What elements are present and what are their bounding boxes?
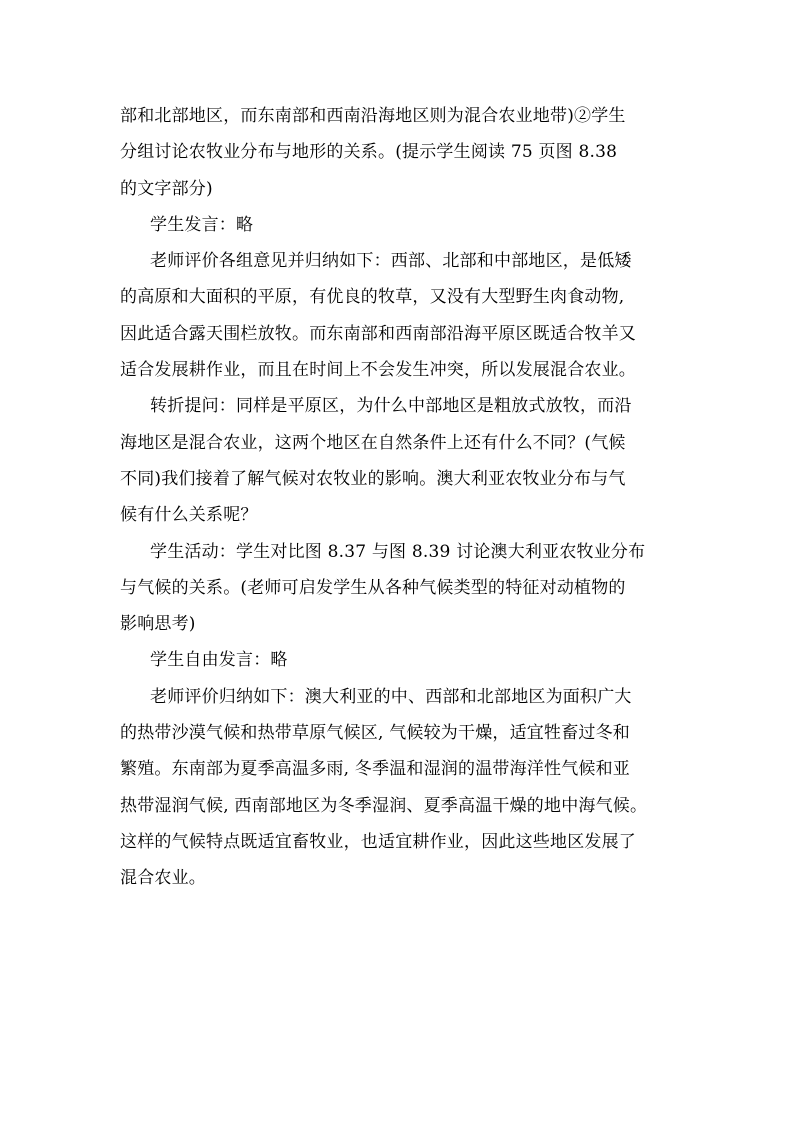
text-line-2: 分组讨论农牧业分布与地形的关系。(提示学生阅读 75 页图 8.38	[120, 142, 618, 163]
text-line-22: 混合农业。	[120, 868, 206, 889]
text-line-13: 学生活动：学生对比图 8.37 与图 8.39 讨论澳大利亚农牧业分布	[150, 541, 646, 562]
text-line-7: 因此适合露天围栏放牧。而东南部和西南部沿海平原区既适合牧羊又	[120, 323, 636, 344]
text-line-12: 候有什么关系呢？	[120, 505, 258, 526]
text-line-14: 与气候的关系。(老师可启发学生从各种气候类型的特征对动植物的	[120, 577, 626, 598]
text-line-18: 的热带沙漠气候和热带草原气候区, 气候较为干燥，适宜牲畜过冬和	[120, 723, 631, 744]
text-line-9: 转折提问：同样是平原区，为什么中部地区是粗放式放牧，而沿	[150, 396, 632, 417]
document-body	[120, 98, 680, 897]
text-line-16: 学生自由发言：略	[150, 650, 288, 671]
text-line-21: 这样的气候特点既适宜畜牧业，也适宜耕作业，因此这些地区发展了	[120, 831, 636, 852]
text-line-17: 老师评价归纳如下：澳大利亚的中、西部和北部地区为面积广大	[150, 686, 632, 707]
text-line-5: 老师评价各组意见并归纳如下：西部、北部和中部地区，是低矮	[150, 251, 632, 272]
text-line-10: 海地区是混合农业，这两个地区在自然条件上还有什么不同？(气候	[120, 432, 626, 453]
text-line-1: 部和北部地区，而东南部和西南沿海地区则为混合农业地带)②学生	[120, 106, 626, 126]
text-line-20: 热带湿润气候, 西南部地区为冬季湿润、夏季高温干燥的地中海气候。	[120, 795, 648, 816]
text-line-6: 的高原和大面积的平原，有优良的牧草，又没有大型野生肉食动物,	[120, 287, 625, 308]
text-line-3: 的文字部分)	[120, 178, 213, 199]
text-line-8: 适合发展耕作业，而且在时间上不会发生冲突，所以发展混合农业。	[120, 360, 636, 381]
text-line-15: 影响思考)	[120, 614, 196, 635]
text-line-4: 学生发言：略	[150, 214, 254, 235]
text-line-11: 不同)我们接着了解气候对农牧业的影响。澳大利亚农牧业分布与气	[120, 468, 626, 489]
text-line-19: 繁殖。东南部为夏季高温多雨, 冬季温和湿润的温带海洋性气候和亚	[120, 759, 631, 780]
